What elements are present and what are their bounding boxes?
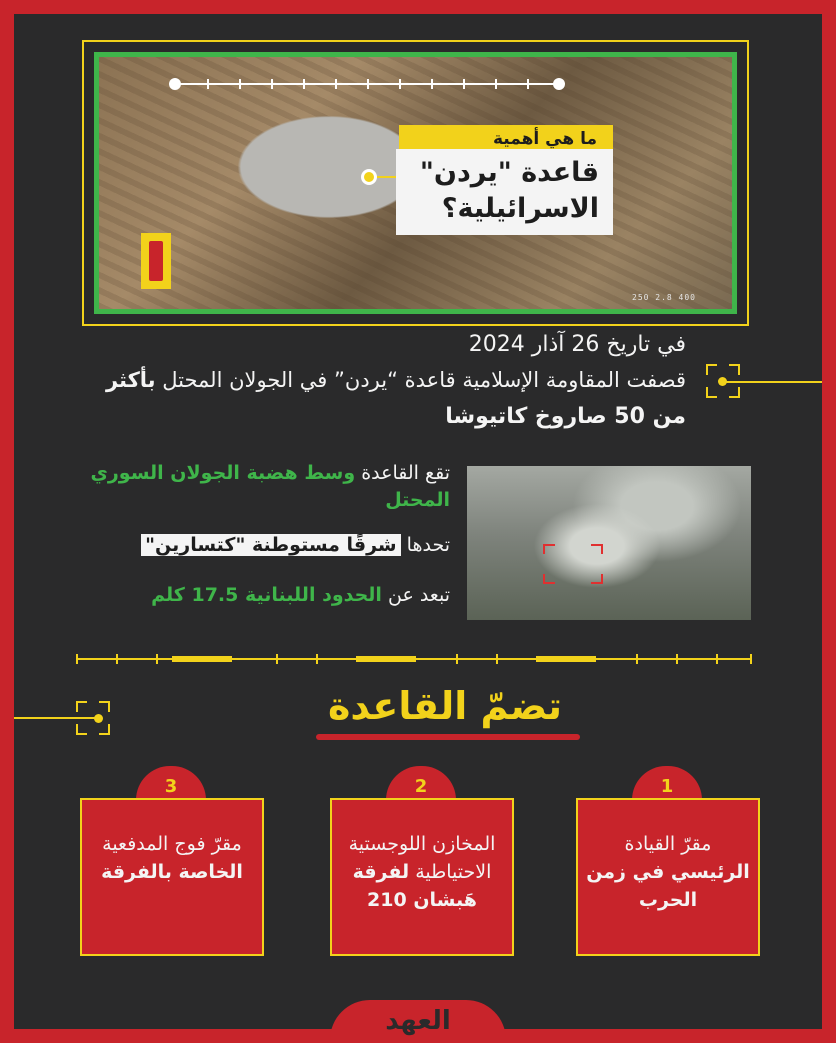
card-command-hq: [576, 798, 760, 956]
bracket-dot-icon: [94, 714, 103, 723]
target-bracket-icon: [76, 701, 110, 735]
card-number: 3: [164, 776, 178, 797]
location-pin-icon: [361, 169, 377, 185]
card-bold: الخاصة بالفرقة: [101, 861, 243, 883]
fact-emphasis: الحدود اللبنانية 17.5 كلم: [151, 584, 382, 606]
attack-description: [106, 368, 686, 392]
card-artillery-regiment: [80, 798, 264, 956]
fact-location: [70, 460, 450, 514]
card-number: 1: [660, 776, 674, 797]
attack-rockets: من 50 صاروخ كاتيوشا: [445, 404, 686, 429]
section-title: تضمّ القاعدة: [328, 684, 562, 728]
card-line: مقرّ القيادة: [624, 833, 712, 855]
card-line: مقرّ فوج المدفعية: [102, 833, 242, 855]
targeting-reticle-icon: [543, 544, 603, 584]
card-number: 2: [414, 776, 428, 797]
fact-border: [70, 532, 450, 559]
title-underline: [316, 734, 580, 740]
attack-description-text: قصفت المقاومة الإسلامية قاعدة “يردن” في الجولان المحتل: [155, 368, 686, 392]
callout-title-line2: الاسرائيلية؟: [441, 193, 599, 224]
attack-date: في تاريخ 26 آذار 2024: [468, 332, 686, 357]
divider-ruler: [76, 652, 752, 666]
card-logistic-stores: [330, 798, 514, 956]
fact-emphasis: وسط هضبة الجولان السوري المحتل: [90, 462, 450, 511]
fact-prefix: تقع القاعدة: [355, 462, 450, 484]
card-text: [90, 830, 254, 886]
al-ahed-logo: العهد: [385, 1006, 451, 1036]
fact-prefix: تحدها: [400, 534, 450, 556]
camera-readout: 250 2.8 400: [632, 293, 696, 302]
connector-line: [726, 381, 822, 383]
attack-description-bold: بأكثر: [105, 368, 156, 392]
card-line: المخازن اللوجستية الاحتياطية: [348, 833, 496, 883]
fact-distance: [70, 582, 450, 609]
fact-emphasis: شرقًا مستوطنة "كتسارين": [141, 534, 401, 556]
callout-tag: ما هي أهمية: [399, 125, 613, 153]
card-bold: لفرقة هَبشان 210: [352, 861, 477, 911]
scale-bar: [175, 77, 559, 91]
hezbollah-logo-icon: [141, 233, 171, 289]
satellite-image: [94, 52, 737, 314]
card-bold: الرئيسي في زمن الحرب: [586, 861, 750, 911]
callout-title: [396, 149, 613, 235]
callout-title-line1: قاعدة "يردن": [419, 157, 599, 188]
card-text: [340, 830, 504, 914]
card-text: [586, 830, 750, 914]
hero-frame: [82, 40, 749, 326]
rocket-launch-photo: [467, 466, 751, 620]
fact-prefix: تبعد عن: [381, 584, 450, 606]
